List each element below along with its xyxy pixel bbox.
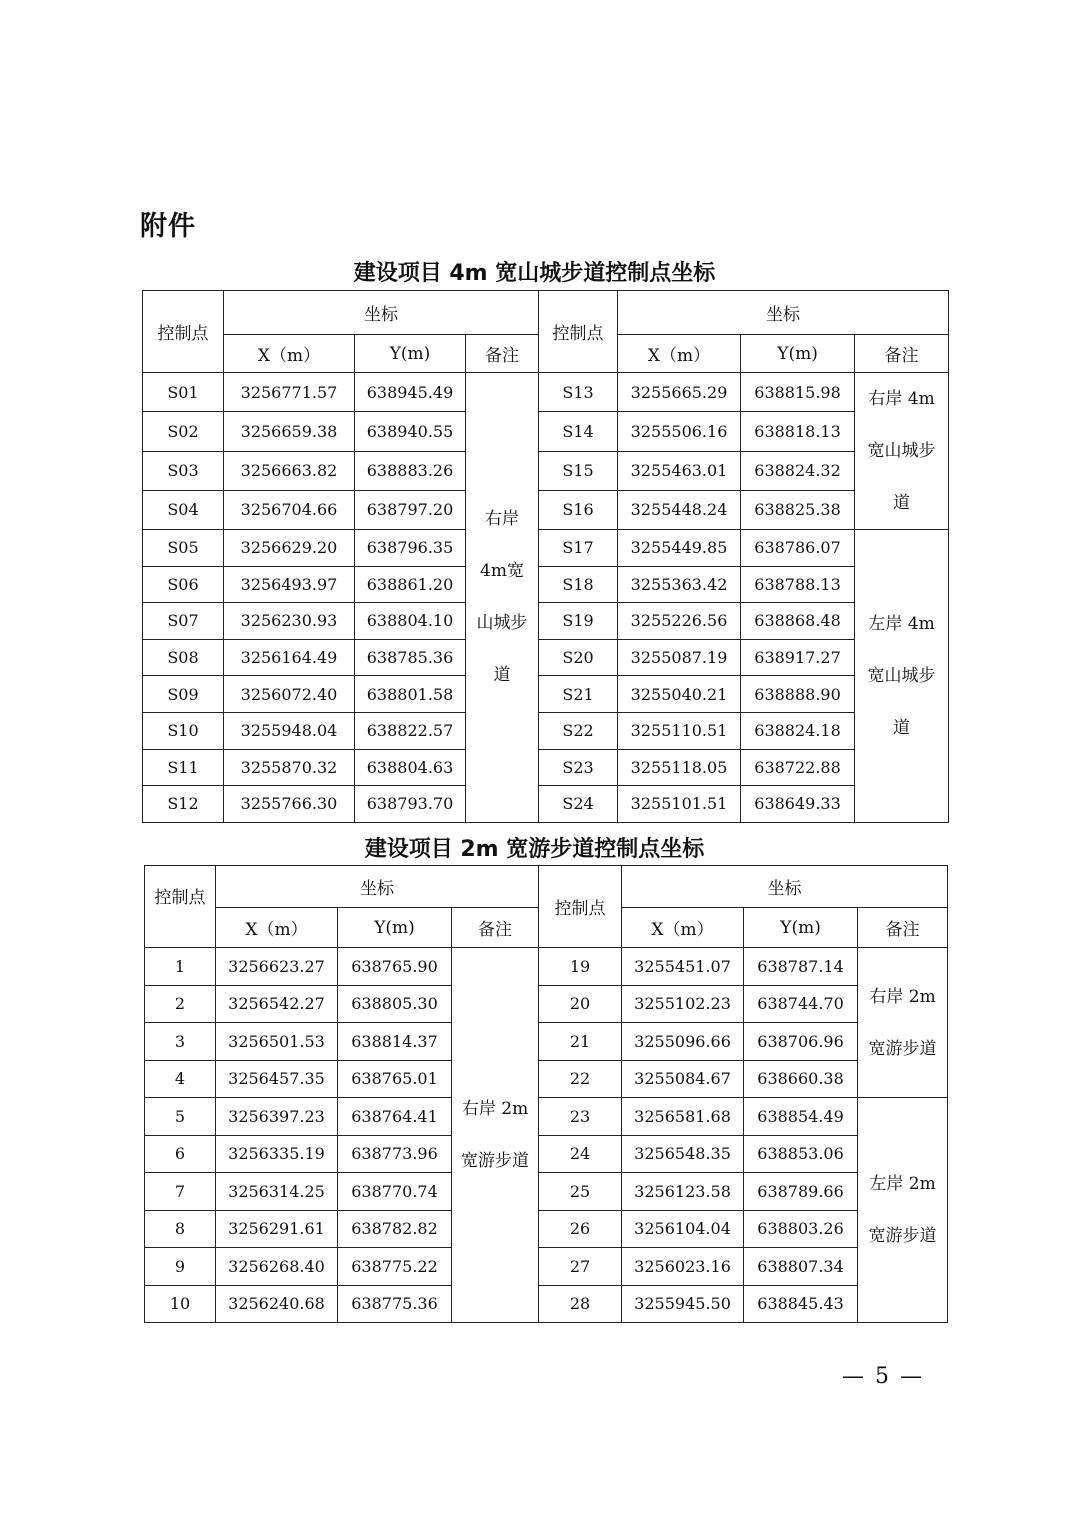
control-point-id: S21: [539, 676, 618, 713]
y-coordinate: 638853.06: [744, 1135, 858, 1173]
col-header-note: 备注: [855, 335, 949, 373]
x-coordinate: 3256335.19: [216, 1135, 338, 1173]
y-coordinate: 638940.55: [355, 412, 466, 451]
x-coordinate: 3256548.35: [622, 1135, 744, 1173]
x-coordinate: 3255096.66: [622, 1023, 744, 1061]
table-row: [145, 1173, 948, 1211]
control-point-id: 23: [539, 1098, 622, 1136]
table1: [142, 290, 949, 823]
y-coordinate: 638818.13: [741, 412, 855, 451]
control-point-id: 22: [539, 1060, 622, 1098]
x-coordinate: 3256704.66: [224, 490, 355, 529]
y-coordinate: 638845.43: [744, 1285, 858, 1323]
table-row: [143, 639, 949, 676]
control-point-id: S23: [539, 749, 618, 786]
x-coordinate: 3256072.40: [224, 676, 355, 713]
control-point-id: 10: [145, 1285, 216, 1323]
x-coordinate: 3256397.23: [216, 1098, 338, 1136]
y-coordinate: 638804.10: [355, 603, 466, 640]
x-coordinate: 3256123.58: [622, 1173, 744, 1211]
table-row: [143, 373, 949, 412]
y-coordinate: 638789.66: [744, 1173, 858, 1211]
col-header-point: 控制点: [539, 866, 622, 948]
x-coordinate: 3256291.61: [216, 1210, 338, 1248]
control-point-id: 25: [539, 1173, 622, 1211]
x-coordinate: 3255040.21: [618, 676, 741, 713]
y-coordinate: 638706.96: [744, 1023, 858, 1061]
control-point-id: 6: [145, 1135, 216, 1173]
y-coordinate: 638825.38: [741, 490, 855, 529]
control-point-id: 20: [539, 985, 622, 1023]
table-row: [143, 749, 949, 786]
col-header-x: X（m）: [618, 335, 741, 373]
y-coordinate: 638861.20: [355, 566, 466, 603]
control-point-id: S04: [143, 490, 224, 529]
table-row: [143, 490, 949, 529]
control-point-id: S06: [143, 566, 224, 603]
x-coordinate: 3255363.42: [618, 566, 741, 603]
y-coordinate: 638804.63: [355, 749, 466, 786]
x-coordinate: 3255449.85: [618, 530, 741, 567]
y-coordinate: 638868.48: [741, 603, 855, 640]
table-row: [145, 1023, 948, 1061]
y-coordinate: 638883.26: [355, 451, 466, 490]
table-row: [143, 712, 949, 749]
control-point-id: S10: [143, 712, 224, 749]
col-header-y: Y(m): [338, 908, 452, 948]
control-point-id: S01: [143, 373, 224, 412]
x-coordinate: 3255084.67: [622, 1060, 744, 1098]
control-point-id: S20: [539, 639, 618, 676]
col-header-point: 控制点: [145, 866, 216, 948]
y-coordinate: 638765.90: [338, 948, 452, 986]
y-coordinate: 638854.49: [744, 1098, 858, 1136]
control-point-id: S24: [539, 786, 618, 823]
x-coordinate: 3256663.82: [224, 451, 355, 490]
x-coordinate: 3256581.68: [622, 1098, 744, 1136]
col-header-note: 备注: [466, 335, 539, 373]
y-coordinate: 638888.90: [741, 676, 855, 713]
note-right-top: 右岸 2m宽游步道: [858, 948, 948, 1098]
control-point-id: S05: [143, 530, 224, 567]
x-coordinate: 3255870.32: [224, 749, 355, 786]
y-coordinate: 638764.41: [338, 1098, 452, 1136]
table-row: [143, 676, 949, 713]
x-coordinate: 3256623.27: [216, 948, 338, 986]
table-row: [145, 1060, 948, 1098]
control-point-id: S18: [539, 566, 618, 603]
y-coordinate: 638775.22: [338, 1248, 452, 1286]
y-coordinate: 638793.70: [355, 786, 466, 823]
control-point-id: 4: [145, 1060, 216, 1098]
control-point-id: S17: [539, 530, 618, 567]
x-coordinate: 3256542.27: [216, 985, 338, 1023]
note-left: 右岸4m宽山城步道: [466, 373, 539, 823]
y-coordinate: 638787.14: [744, 948, 858, 986]
control-point-id: 28: [539, 1285, 622, 1323]
control-point-id: S02: [143, 412, 224, 451]
control-point-id: 27: [539, 1248, 622, 1286]
control-point-id: S03: [143, 451, 224, 490]
y-coordinate: 638797.20: [355, 490, 466, 529]
col-header-note: 备注: [452, 908, 539, 948]
table-row: [145, 948, 948, 986]
y-coordinate: 638917.27: [741, 639, 855, 676]
table-row: [143, 603, 949, 640]
col-header-coord: 坐标: [224, 291, 539, 335]
x-coordinate: 3256493.97: [224, 566, 355, 603]
control-point-id: 9: [145, 1248, 216, 1286]
x-coordinate: 3256268.40: [216, 1248, 338, 1286]
x-coordinate: 3256501.53: [216, 1023, 338, 1061]
control-point-id: 21: [539, 1023, 622, 1061]
table2-title: 建设项目 2m 宽游步道控制点坐标: [364, 837, 705, 862]
y-coordinate: 638785.36: [355, 639, 466, 676]
col-header-y: Y(m): [741, 335, 855, 373]
note-right-top: 右岸 4m宽山城步道: [855, 373, 949, 530]
control-point-id: 1: [145, 948, 216, 986]
x-coordinate: 3256314.25: [216, 1173, 338, 1211]
x-coordinate: 3256771.57: [224, 373, 355, 412]
control-point-id: S19: [539, 603, 618, 640]
x-coordinate: 3256240.68: [216, 1285, 338, 1323]
table2: [144, 865, 948, 1323]
control-point-id: S12: [143, 786, 224, 823]
x-coordinate: 3256230.93: [224, 603, 355, 640]
y-coordinate: 638801.58: [355, 676, 466, 713]
control-point-id: 24: [539, 1135, 622, 1173]
table1-title: 建设项目 4m 宽山城步道控制点坐标: [353, 261, 716, 286]
x-coordinate: 3255087.19: [618, 639, 741, 676]
control-point-id: S13: [539, 373, 618, 412]
x-coordinate: 3255118.05: [618, 749, 741, 786]
y-coordinate: 638822.57: [355, 712, 466, 749]
table-row: [143, 786, 949, 823]
page-number: — 5 —: [842, 1364, 924, 1389]
col-header-x: X（m）: [216, 908, 338, 948]
control-point-id: 5: [145, 1098, 216, 1136]
col-header-y: Y(m): [355, 335, 466, 373]
y-coordinate: 638660.38: [744, 1060, 858, 1098]
note-right-bottom: 左岸 2m宽游步道: [858, 1098, 948, 1323]
col-header-coord: 坐标: [622, 866, 948, 908]
x-coordinate: 3255766.30: [224, 786, 355, 823]
control-point-id: S22: [539, 712, 618, 749]
table-row: [145, 1135, 948, 1173]
y-coordinate: 638765.01: [338, 1060, 452, 1098]
x-coordinate: 3256659.38: [224, 412, 355, 451]
y-coordinate: 638945.49: [355, 373, 466, 412]
col-header-y: Y(m): [744, 908, 858, 948]
y-coordinate: 638805.30: [338, 985, 452, 1023]
x-coordinate: 3255448.24: [618, 490, 741, 529]
x-coordinate: 3255463.01: [618, 451, 741, 490]
col-header-coord: 坐标: [618, 291, 949, 335]
y-coordinate: 638773.96: [338, 1135, 452, 1173]
col-header-point: 控制点: [143, 291, 224, 373]
y-coordinate: 638782.82: [338, 1210, 452, 1248]
col-header-x: X（m）: [224, 335, 355, 373]
control-point-id: S15: [539, 451, 618, 490]
y-coordinate: 638815.98: [741, 373, 855, 412]
x-coordinate: 3255506.16: [618, 412, 741, 451]
note-left: 右岸 2m宽游步道: [452, 948, 539, 1323]
y-coordinate: 638775.36: [338, 1285, 452, 1323]
control-point-id: 19: [539, 948, 622, 986]
x-coordinate: 3256023.16: [622, 1248, 744, 1286]
y-coordinate: 638770.74: [338, 1173, 452, 1211]
table-row: [145, 1285, 948, 1323]
x-coordinate: 3255948.04: [224, 712, 355, 749]
col-header-point: 控制点: [539, 291, 618, 373]
y-coordinate: 638649.33: [741, 786, 855, 823]
x-coordinate: 3255945.50: [622, 1285, 744, 1323]
control-point-id: S09: [143, 676, 224, 713]
y-coordinate: 638824.18: [741, 712, 855, 749]
x-coordinate: 3256104.04: [622, 1210, 744, 1248]
table-row: [143, 530, 949, 567]
col-header-note: 备注: [858, 908, 948, 948]
control-point-id: 7: [145, 1173, 216, 1211]
table-row: [143, 566, 949, 603]
y-coordinate: 638788.13: [741, 566, 855, 603]
note-right-bottom: 左岸 4m宽山城步道: [855, 530, 949, 823]
x-coordinate: 3255451.07: [622, 948, 744, 986]
control-point-id: 8: [145, 1210, 216, 1248]
y-coordinate: 638722.88: [741, 749, 855, 786]
table-row: [145, 985, 948, 1023]
y-coordinate: 638807.34: [744, 1248, 858, 1286]
table-row: [143, 412, 949, 451]
y-coordinate: 638744.70: [744, 985, 858, 1023]
col-header-x: X（m）: [622, 908, 744, 948]
x-coordinate: 3255226.56: [618, 603, 741, 640]
control-point-id: S16: [539, 490, 618, 529]
x-coordinate: 3255665.29: [618, 373, 741, 412]
x-coordinate: 3256457.35: [216, 1060, 338, 1098]
y-coordinate: 638796.35: [355, 530, 466, 567]
control-point-id: S14: [539, 412, 618, 451]
table-row: [145, 1098, 948, 1136]
control-point-id: S11: [143, 749, 224, 786]
control-point-id: 3: [145, 1023, 216, 1061]
control-point-id: 2: [145, 985, 216, 1023]
control-point-id: 26: [539, 1210, 622, 1248]
table-row: [143, 451, 949, 490]
y-coordinate: 638824.32: [741, 451, 855, 490]
y-coordinate: 638803.26: [744, 1210, 858, 1248]
y-coordinate: 638814.37: [338, 1023, 452, 1061]
table-row: [145, 1248, 948, 1286]
x-coordinate: 3255102.23: [622, 985, 744, 1023]
attachment-heading: 附件: [140, 211, 196, 242]
x-coordinate: 3256164.49: [224, 639, 355, 676]
control-point-id: S07: [143, 603, 224, 640]
col-header-coord: 坐标: [216, 866, 539, 908]
x-coordinate: 3256629.20: [224, 530, 355, 567]
x-coordinate: 3255110.51: [618, 712, 741, 749]
control-point-id: S08: [143, 639, 224, 676]
y-coordinate: 638786.07: [741, 530, 855, 567]
x-coordinate: 3255101.51: [618, 786, 741, 823]
table-row: [145, 1210, 948, 1248]
